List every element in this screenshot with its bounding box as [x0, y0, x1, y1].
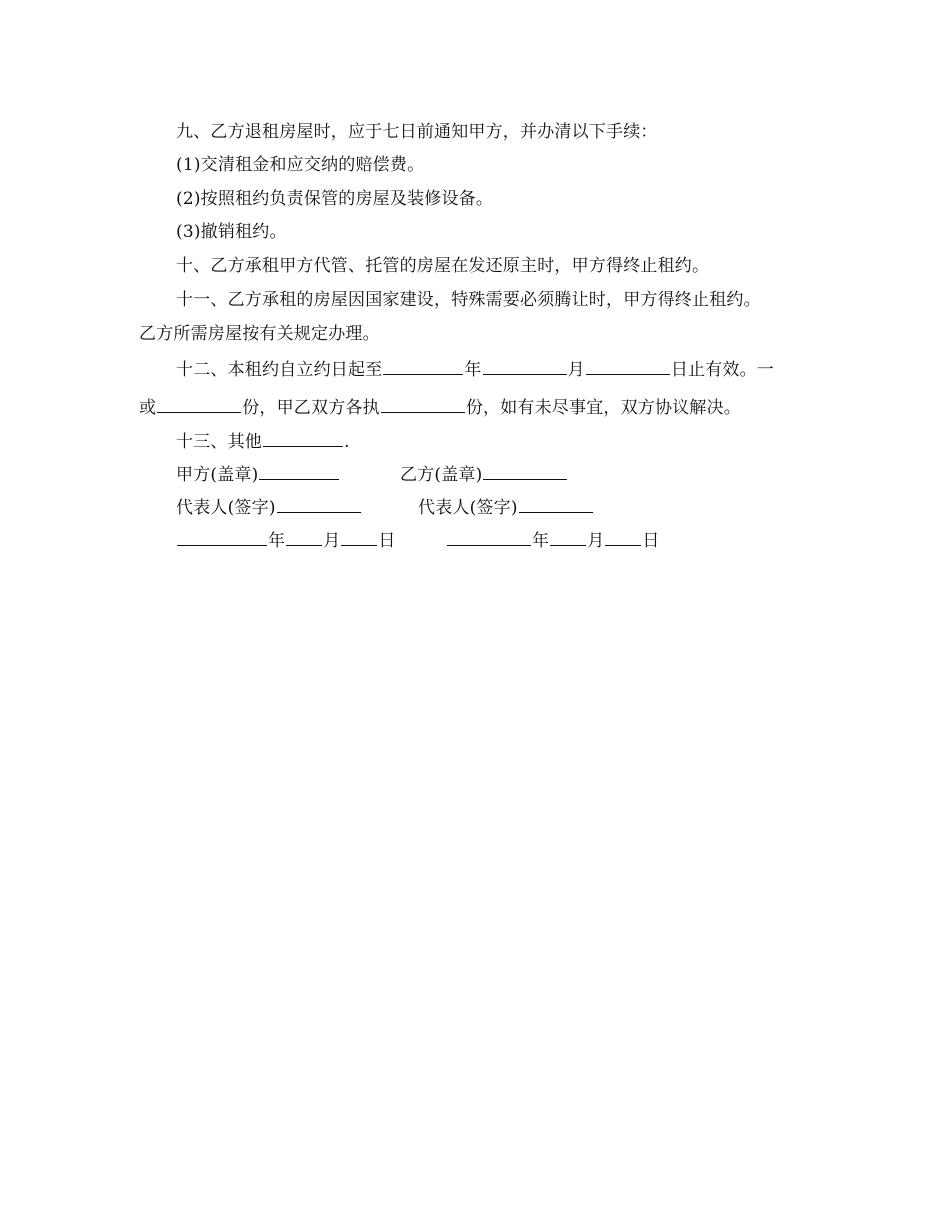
date-a-year-blank[interactable]	[177, 529, 267, 546]
date-b-month-label: 月	[587, 531, 605, 551]
date-b-day-label: 日	[642, 531, 660, 551]
clause-12-year: 年	[464, 360, 482, 380]
end-month-blank[interactable]	[483, 358, 567, 375]
clause-12-line-2-suffix: 份，如有未尽事宜，双方协议解决。	[465, 398, 742, 418]
rep-b-sign-label: 代表人(签字)	[418, 498, 518, 518]
party-a-seal-label: 甲方(盖章)	[176, 465, 259, 485]
date-a-line	[176, 529, 396, 551]
clause-12-prefix: 十二、本租约自立约日起至	[176, 360, 383, 380]
clause-11-line-2: 乙方所需房屋按有关规定办理。	[139, 324, 380, 344]
date-a-day-blank[interactable]	[341, 529, 377, 546]
total-copies-blank[interactable]	[157, 396, 241, 413]
rep-a-sign-blank[interactable]	[277, 496, 361, 513]
other-terms-blank[interactable]	[263, 430, 343, 447]
clause-13-suffix: .	[344, 432, 350, 452]
clause-13	[176, 430, 350, 452]
party-a-seal-blank[interactable]	[259, 463, 339, 480]
clause-12-month: 月	[567, 360, 585, 380]
date-a-year-label: 年	[268, 531, 286, 551]
party-a-seal-line	[176, 463, 340, 485]
party-b-seal-line	[400, 463, 568, 485]
date-a-month-label: 月	[323, 531, 341, 551]
clause-10: 十、乙方承租甲方代管、托管的房屋在发还原主时，甲方得终止租约。	[176, 256, 710, 276]
clause-9-item-1: (1)交清租金和应交纳的赔偿费。	[176, 155, 425, 175]
date-a-day-label: 日	[378, 531, 396, 551]
rep-a-sign-line	[176, 496, 362, 518]
end-day-blank[interactable]	[586, 358, 670, 375]
date-b-month-blank[interactable]	[550, 529, 586, 546]
party-b-seal-blank[interactable]	[483, 463, 567, 480]
clause-9: 九、乙方退租房屋时，应于七日前通知甲方，并办清以下手续：	[176, 122, 658, 142]
clause-12-line-2	[139, 396, 741, 418]
clause-12-copies: 份，甲乙双方各执	[242, 398, 380, 418]
date-a-month-blank[interactable]	[286, 529, 322, 546]
clause-9-item-2: (2)按照租约负责保管的房屋及装修设备。	[176, 189, 494, 209]
rep-b-sign-line	[418, 496, 594, 518]
date-b-year-label: 年	[532, 531, 550, 551]
date-b-year-blank[interactable]	[447, 529, 531, 546]
clause-12-suffix: 日止有效。一	[670, 360, 775, 380]
party-b-seal-label: 乙方(盖章)	[400, 465, 483, 485]
each-copies-blank[interactable]	[381, 396, 465, 413]
date-b-day-blank[interactable]	[605, 529, 641, 546]
clause-12-line-2-prefix: 或	[139, 398, 157, 418]
clause-11-line-1: 十一、乙方承租的房屋因国家建设，特殊需要必须腾让时，甲方得终止租约。	[176, 290, 761, 310]
clause-12-line-1	[176, 358, 774, 380]
date-b-line	[446, 529, 660, 551]
clause-9-item-3: (3)撤销租约。	[176, 222, 287, 242]
rep-b-sign-blank[interactable]	[519, 496, 593, 513]
end-year-blank[interactable]	[383, 358, 463, 375]
rep-a-sign-label: 代表人(签字)	[176, 498, 276, 518]
clause-13-prefix: 十三、其他	[176, 432, 262, 452]
